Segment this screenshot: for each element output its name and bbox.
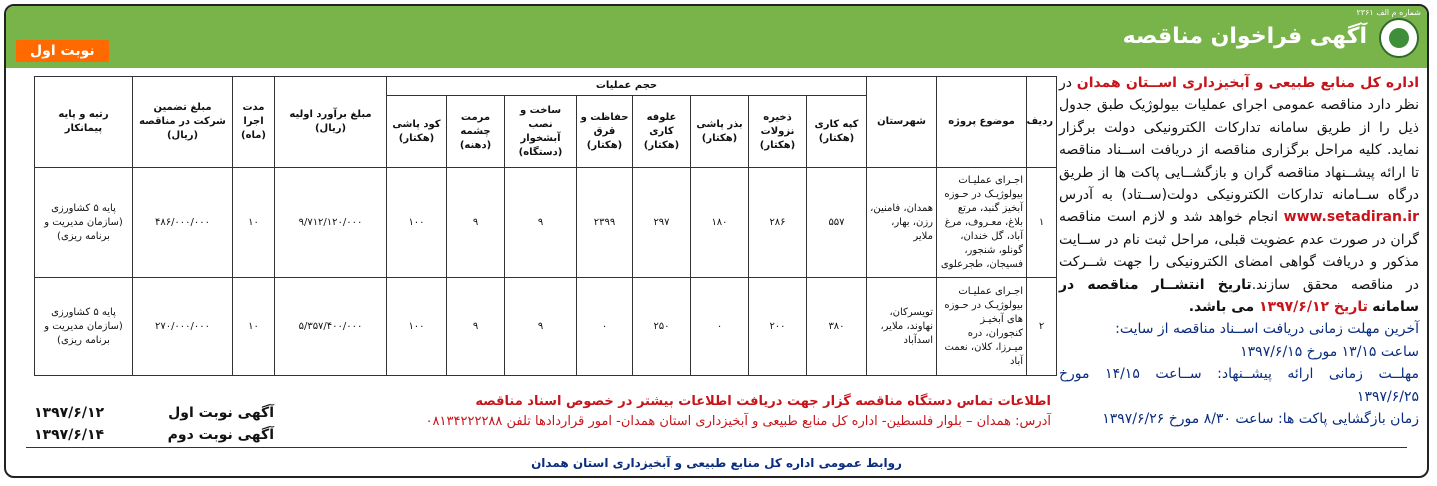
cell-city: تویسرکان، نهاوند، ملایر، اسدآباد xyxy=(867,278,937,376)
ad-dates xyxy=(34,402,274,446)
cell-grade: پایه ۵ کشاورزی (سازمان مدیریت و برنامه ریزی) xyxy=(35,168,133,278)
cell-city: همدان، فامنین، رزن، بهار، ملایر xyxy=(867,168,937,278)
round-badge: نوبت اول xyxy=(16,40,109,62)
intro-text xyxy=(1059,72,1419,431)
col-header-duration: مدت اجرا (ماه) xyxy=(233,77,275,168)
cell-vol: ۲۵۰ xyxy=(633,278,691,376)
notice-code: شماره م الف ۲۳۶۱ xyxy=(1356,8,1421,17)
cell-vol: ۳۸۰ xyxy=(807,278,867,376)
table-row xyxy=(35,168,1057,278)
vol-header-trough: ساخت و نصب آبشخوار (دستگاه) xyxy=(505,96,577,168)
org-logo-icon xyxy=(1379,18,1419,58)
cell-vol: ۲۹۷ xyxy=(633,168,691,278)
cell-guarantee: ۴۸۶/۰۰۰/۰۰۰ xyxy=(133,168,233,278)
col-header-cost: مبلغ برآورد اولیه (ریال) xyxy=(275,77,387,168)
deadline-docs: ساعت ۱۳/۱۵ مورخ ۱۳۹۷/۶/۱۵ xyxy=(1240,343,1419,360)
cell-vol: ۵۵۷ xyxy=(807,168,867,278)
deadline-docs-label: آخرین مهلت زمانی دریافت اســناد مناقصه از سایت: xyxy=(1115,321,1419,338)
cell-vol: ۱۰۰ xyxy=(387,278,447,376)
cell-row: ۱ xyxy=(1027,168,1057,278)
deadline-bid: ســاعت ۱۴/۱۵ مورخ ۱۳۹۷/۶/۲۵ xyxy=(1059,366,1419,405)
opening-label: زمان بازگشایی پاکت ها: xyxy=(1277,411,1419,428)
contact-address: آدرس: همدان – بلوار فلسطین- اداره کل منابع طبیعی و آبخیزداری استان همدان- امور قراردادها تلفن ۰۸۱۳۴۲۲۲۲۸۸ xyxy=(425,414,1051,429)
setad-site-link[interactable]: www.setadiran.ir xyxy=(1283,209,1419,226)
footer-credit: روابط عمومی اداره کل منابع طبیعی و آبخیزداری استان همدان xyxy=(531,456,902,470)
ad-date-label: آگهی نوبت اول xyxy=(168,405,274,421)
vol-header-seeding: بذر پاشی (هکتار) xyxy=(691,96,749,168)
cell-vol: ۹ xyxy=(505,168,577,278)
cell-subject: اجـرای عملیـات بیولوژیـک در حـوزه های آبخیـز کنجوران، دره میـرزا، کلان، نعمت آباد xyxy=(937,278,1027,376)
pub-tail: می باشد. xyxy=(1188,299,1259,316)
cell-grade: پایه ۵ کشاورزی (سازمان مدیریت و برنامه ریزی) xyxy=(35,278,133,376)
intro-p2: انجام خواهد شد و لازم است مناقصه گران در صورت عدم عضویت قبلی، مراحل ثبت نام در ســایت مذکور و دریافت گواهی امضای الکترونیکی را جهت شــرکت در مناقصه محقق سازند. xyxy=(1059,209,1420,293)
header-bar xyxy=(6,6,1427,68)
notice-frame xyxy=(4,4,1429,478)
vol-header-spring: مرمت چشمه (دهنه) xyxy=(447,96,505,168)
ad-date-value: ۱۳۹۷/۶/۱۴ xyxy=(34,427,105,443)
cell-cost: ۹/۷۱۲/۱۲۰/۰۰۰ xyxy=(275,168,387,278)
contact-heading: اطلاعات تماس دستگاه مناقصه گزار جهت دریافت اطلاعات بیشتر در خصوص اسناد مناقصه xyxy=(475,394,1051,409)
col-header-volume: حجم عملیات xyxy=(387,77,867,96)
cell-vol: ۰ xyxy=(577,278,633,376)
intro-p1: در نظر دارد مناقصه عمومی اجرای عملیات بیولوژیک طبق جدول ذیل را از طریق سامانه تدارکات الکترونیکی دولت برگزار نماید. کلیه مراحل برگزاری مناقصه از دریافت اســناد مناقصه تا ارائه پیشــنهاد مناقصه گران و بازگشــایی پاکت ها از طریق درگاه ســامانه تدارکات الکترونیکی دولت(ســتاد) به آدرس xyxy=(1059,75,1419,204)
ad-date-label: آگهی نوبت دوم xyxy=(167,427,274,443)
vol-header-rain-storage: ذخیره نزولات (هکتار) xyxy=(749,96,807,168)
cell-guarantee: ۲۷۰/۰۰۰/۰۰۰ xyxy=(133,278,233,376)
contact-info xyxy=(291,392,1051,432)
ad-date-row xyxy=(34,424,274,446)
cell-vol: ۹ xyxy=(447,168,505,278)
vol-header-planting: کپه کاری (هکتار) xyxy=(807,96,867,168)
cell-row: ۲ xyxy=(1027,278,1057,376)
deadline-bid-label: مهلــت زمانی ارائه پیشــنهاد: xyxy=(1217,366,1419,383)
page-title: آگهی فراخوان مناقصه xyxy=(1122,24,1367,49)
ad-date-value: ۱۳۹۷/۶/۱۲ xyxy=(34,405,105,421)
col-header-guarantee: مبلغ تضمین شرکت در مناقصه (ریال) xyxy=(133,77,233,168)
cell-subject: اجـرای عملیـات بیولوژیـک در حـوزه آبخیز گنبد، مرتع بلاغ، معـروف، مرغ آباد، گل خندان، گونلو، شنجور، فسیجان، طجرعلوی xyxy=(937,168,1027,278)
vol-header-fertilizer: کود پاشی (هکتار) xyxy=(387,96,447,168)
col-header-row: ردیف xyxy=(1027,77,1057,168)
col-header-subject: موضوع پروژه xyxy=(937,77,1027,168)
pub-date: تاریخ ۱۳۹۷/۶/۱۲ xyxy=(1259,299,1368,316)
cell-cost: ۵/۳۵۷/۴۰۰/۰۰۰ xyxy=(275,278,387,376)
cell-vol: ۹ xyxy=(447,278,505,376)
cell-vol: ۹ xyxy=(505,278,577,376)
ad-date-row xyxy=(34,402,274,424)
cell-vol: ۲۸۶ xyxy=(749,168,807,278)
footer-divider xyxy=(26,447,1407,448)
cell-vol: ۱۸۰ xyxy=(691,168,749,278)
cell-vol: ۰ xyxy=(691,278,749,376)
pub-label: تاریخ انتشــار مناقصه در سامانه xyxy=(1059,276,1419,316)
cell-vol: ۲۰۰ xyxy=(749,278,807,376)
cell-duration: ۱۰ xyxy=(233,168,275,278)
vol-header-protection: حفاظت و قرق (هکتار) xyxy=(577,96,633,168)
col-header-grade: رتبه و پایه پیمانکار xyxy=(35,77,133,168)
cell-vol: ۲۳۹۹ xyxy=(577,168,633,278)
cell-vol: ۱۰۰ xyxy=(387,168,447,278)
projects-table xyxy=(34,76,1057,376)
table-row xyxy=(35,278,1057,376)
col-header-city: شهرستان xyxy=(867,77,937,168)
vol-header-forage: علوفه کاری (هکتار) xyxy=(633,96,691,168)
cell-duration: ۱۰ xyxy=(233,278,275,376)
opening-time: ساعت ۸/۳۰ مورخ ۱۳۹۷/۶/۲۶ xyxy=(1102,411,1274,428)
org-name: اداره کل منابع طبیعی و آبخیزداری اســتان همدان xyxy=(1076,75,1419,91)
